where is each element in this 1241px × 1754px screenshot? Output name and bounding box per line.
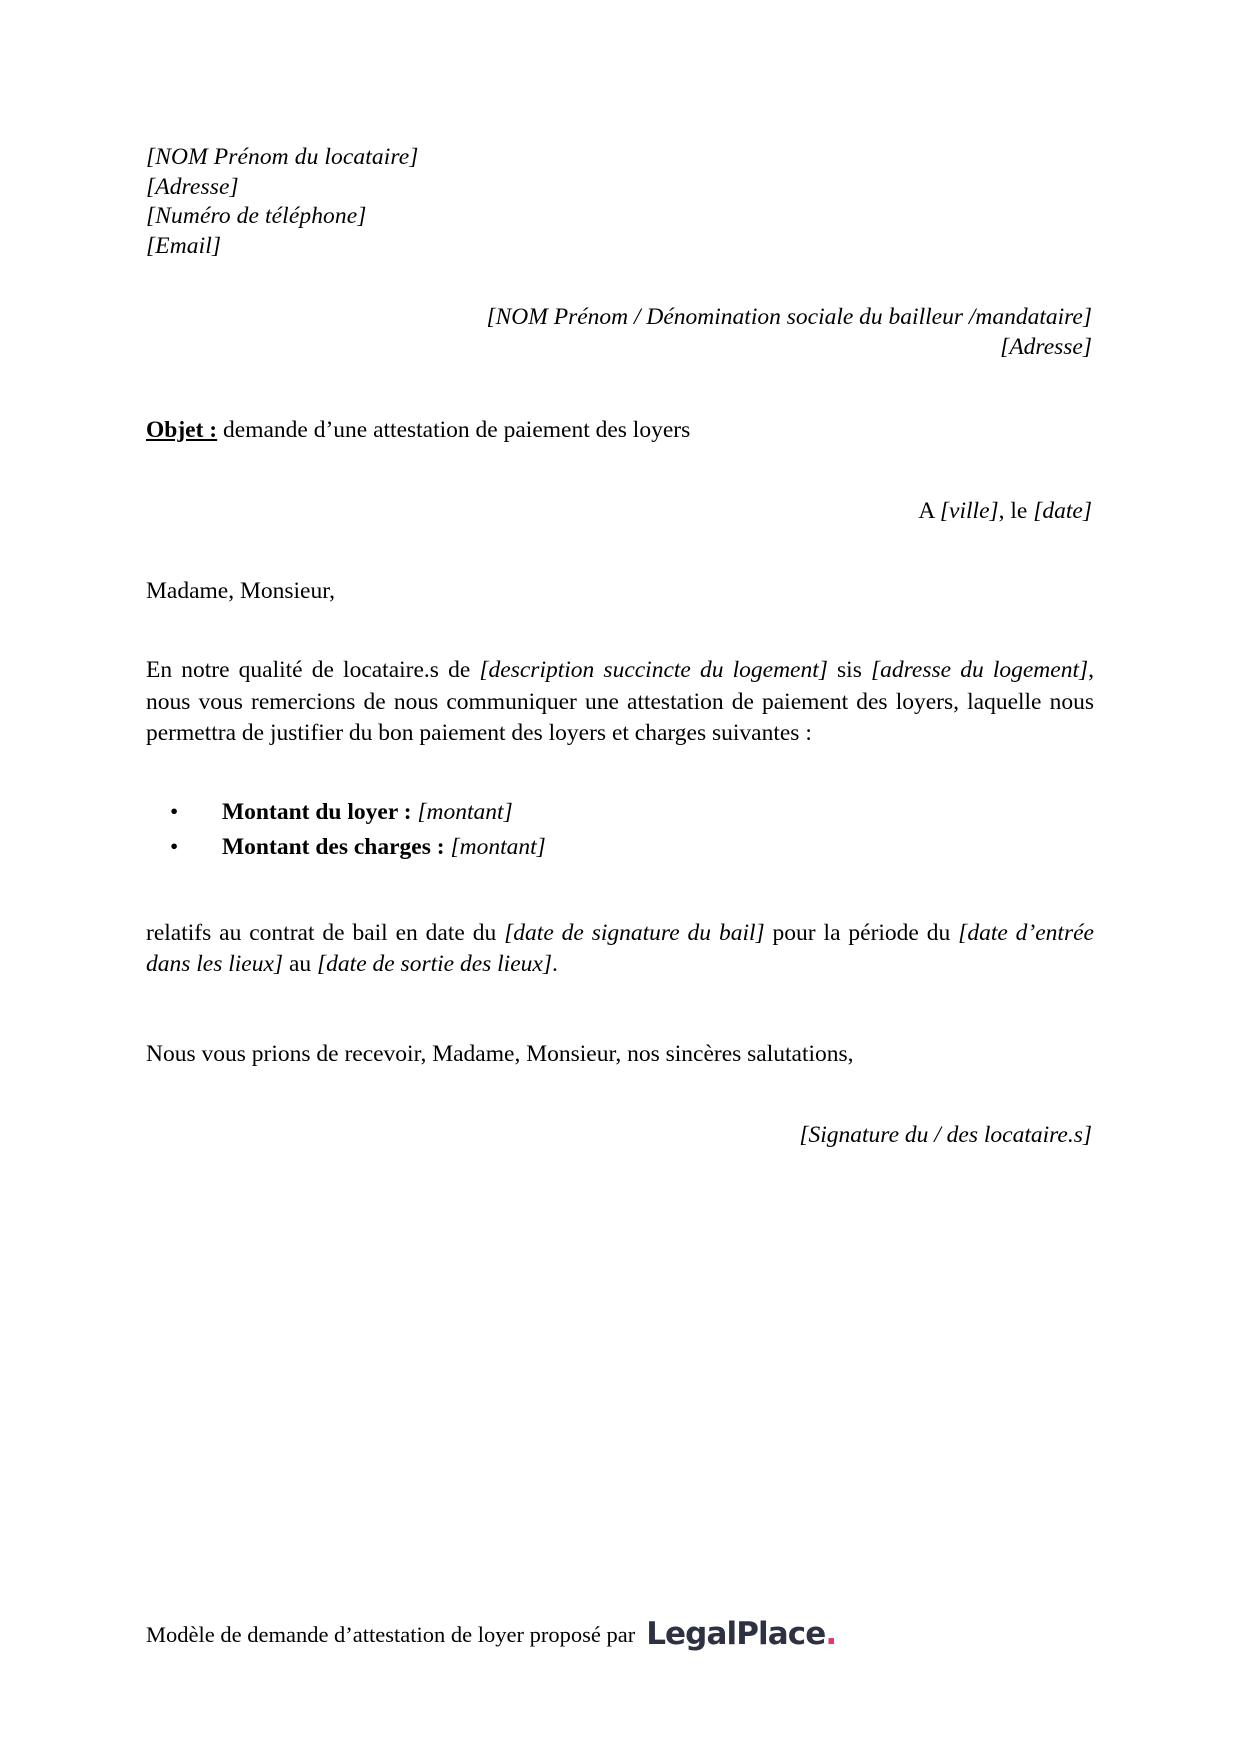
subject-label: Objet : [146,417,218,443]
move-in-date-placeholder: [date d’entrée dans les lieux] [146,919,1094,977]
housing-address-placeholder: [adresse du logement] [871,657,1089,683]
footer-text: Modèle de demande d’attestation de loyer proposé par [146,1622,636,1647]
logo-dot: . [825,1616,837,1652]
refs-part-1: relatifs au contrat de bail en date du [146,919,505,946]
recipient-address-block [146,303,1094,362]
sender-line-name: [NOM Prénom du locataire] [146,144,419,170]
date-separator: , le [998,498,1034,524]
bullet-icon: • [170,833,179,860]
subject-line [146,415,1094,445]
refs-part-3: au [283,951,318,977]
recipient-line-address: [Adresse] [1000,333,1092,360]
charges-amount-placeholder: [montant] [450,833,546,860]
rent-amount-label: Montant du loyer : [222,798,412,825]
intro-part-3: , nous vous remercions de nous communiquer une attestation de paiement des loyers, laquelle nous permettra de justifier du bon paiement des loyers et charges suivantes : [146,657,1094,746]
intro-part-1: En notre qualité de locataire.s de [146,657,480,683]
sender-line-address: [Adresse] [146,173,239,200]
legalplace-logo [646,1616,836,1652]
refs-part-2: pour la période du [764,919,959,946]
place-prefix: A [918,498,940,524]
lease-signature-date-placeholder: [date de signature du bail] [504,919,765,946]
list-item [146,833,1094,862]
move-out-date-placeholder: [date de sortie des lieux] [317,951,552,977]
salutation: Madame, Monsieur, [146,578,335,604]
closing-paragraph: Nous vous prions de recevoir, Madame, Monsieur, nos sincères salutations, [146,1040,854,1067]
list-item [146,798,1094,827]
place-placeholder: [ville] [939,498,999,524]
bullet-icon: • [170,798,179,825]
housing-description-placeholder: [description succincte du logement] [479,657,828,683]
refs-part-4: . [551,951,558,977]
sender-address-block [146,143,1094,261]
recipient-line-name: [NOM Prénom / Dénomination sociale du bailleur /mandataire] [486,304,1092,330]
letter-content [146,0,1094,1150]
amounts-list [146,798,1094,862]
intro-part-2: sis [827,657,871,683]
subject-text: demande d’une attestation de paiement des loyers [217,417,691,443]
page-footer [146,1614,1106,1650]
place-and-date [146,496,1094,526]
sender-line-phone: [Numéro de téléphone] [146,203,367,229]
rent-amount-placeholder: [montant] [417,798,513,825]
charges-amount-label: Montant des charges : [222,833,445,860]
lease-reference-paragraph [146,918,1094,981]
logo-wordmark: LegalPlace [646,1616,826,1652]
sender-line-email: [Email] [146,232,222,259]
intro-paragraph [146,655,1094,750]
signature-placeholder: [Signature du / des locataire.s] [799,1122,1092,1148]
date-placeholder: [date] [1033,498,1092,524]
